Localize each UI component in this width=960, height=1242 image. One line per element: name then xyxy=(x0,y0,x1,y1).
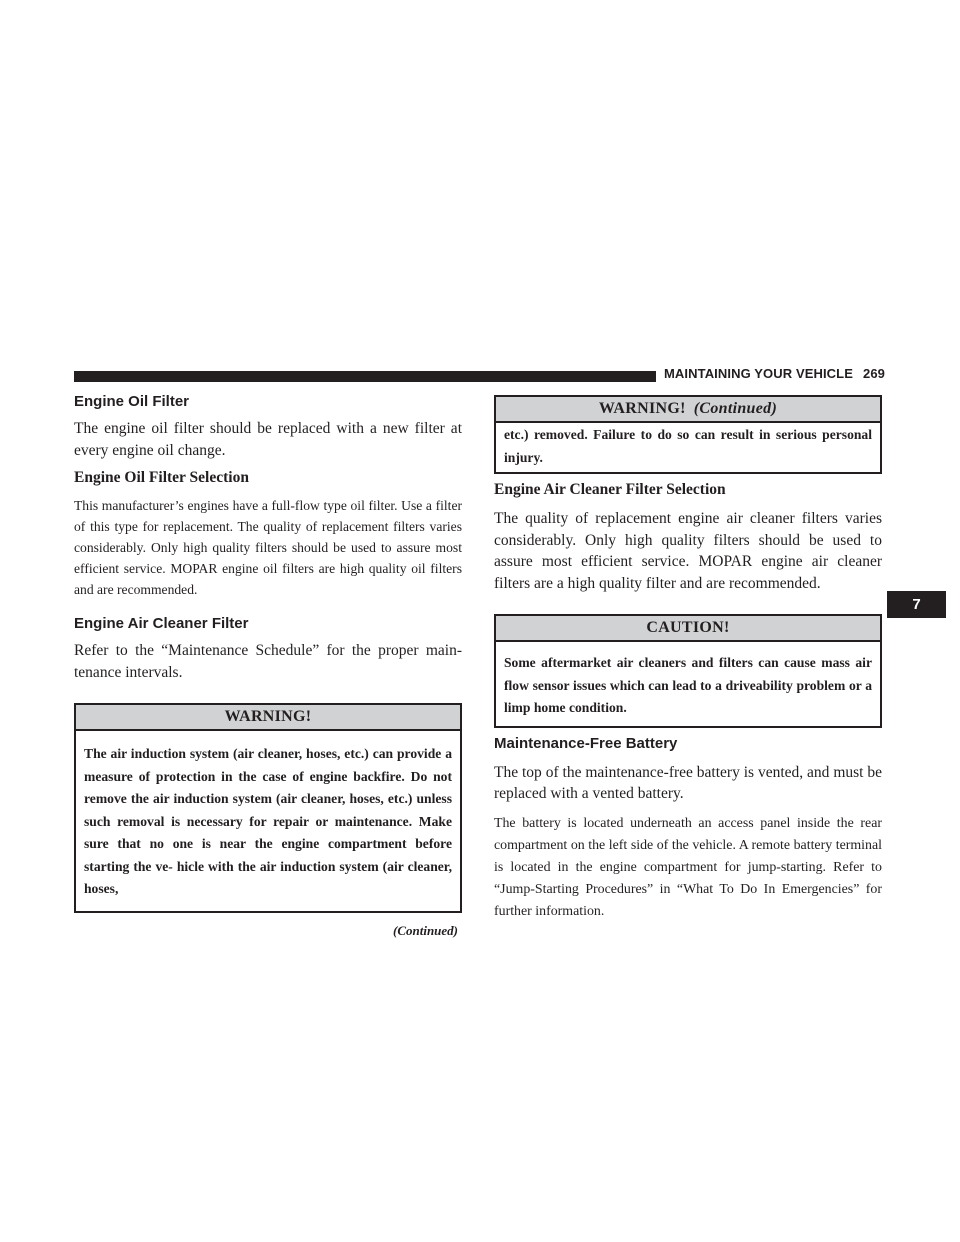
left-column xyxy=(74,392,462,939)
air-cleaner-selection-heading: Engine Air Cleaner Filter Selection xyxy=(494,481,726,498)
oil-filter-heading: Engine Oil Filter xyxy=(74,393,190,410)
header-rule xyxy=(74,371,656,382)
caution-text: Some aftermarket air cleaners and filters can cause mass air flow sensor issues which can lead to a driveability problem or a limp home condition. xyxy=(504,655,872,715)
air-cleaner-heading: Engine Air Cleaner Filter xyxy=(74,615,249,632)
battery-heading: Maintenance-Free Battery xyxy=(494,734,678,752)
warning-title: WARNING! xyxy=(76,705,460,731)
warning-continued-box xyxy=(494,395,882,474)
right-column xyxy=(494,392,882,923)
warning-continued-text: etc.) removed. Failure to do so can result in serious personal injury. xyxy=(504,427,872,465)
warning-continued-suffix: (Continued) xyxy=(693,400,778,417)
section-title: MAINTAINING YOUR VEHICLE xyxy=(664,366,853,381)
battery-text-2: The battery is located underneath an access panel inside the rear compartment on the left side of the vehicle. A remote battery terminal is located in the engine compartment for jump-starting. Refer to “Jump-Starting Procedures” in “What To Do In Emergencies” for further information. xyxy=(494,815,882,919)
running-header xyxy=(664,366,885,381)
oil-filter-text: The engine oil filter should be replaced with a new filter at every engine oil change. xyxy=(74,420,462,459)
continued-label: (Continued) xyxy=(392,922,458,938)
warning-continued-title xyxy=(496,397,880,423)
warning-text: The air induction system (air cleaner, hoses, etc.) can provide a measure of protection in the case of engine backfire. Do not remove the air induction system (air cleaner, hoses, etc.) unless such removal is necessary for repair or maintenance. Make sure that no one is near the engine compartment before starting the ve- hicle with the air induction system (air cleaner, hoses, xyxy=(84,746,452,896)
warning-box xyxy=(74,703,462,913)
caution-box xyxy=(494,614,882,728)
chapter-tab: 7 xyxy=(887,591,946,618)
oil-filter-selection-heading: Engine Oil Filter Selection xyxy=(74,469,249,486)
page-number: 269 xyxy=(862,366,885,381)
oil-filter-selection-text: This manufacturer’s engines have a full-flow type oil filter. Use a filter of this type for replacement. The quality of replacement filters varies considerably. Only high quality filters should be used to assure most efficient service. MOPAR engine oil filters are high quality oil filters and are recommended. xyxy=(74,498,462,597)
air-cleaner-text: Refer to the “Maintenance Schedule” for the proper main- tenance intervals. xyxy=(74,642,462,681)
warning-continued-label: WARNING! xyxy=(598,400,686,417)
air-cleaner-selection-text: The quality of replacement engine air cleaner filters varies considerably. Only high quality filters should be used to assure most efficient service. MOPAR engine air cleaner filters are a high quality filter and are recommended. xyxy=(494,510,882,592)
caution-title: CAUTION! xyxy=(496,616,880,642)
battery-text-1: The top of the maintenance-free battery is vented, and must be replaced with a vented battery. xyxy=(494,763,882,802)
